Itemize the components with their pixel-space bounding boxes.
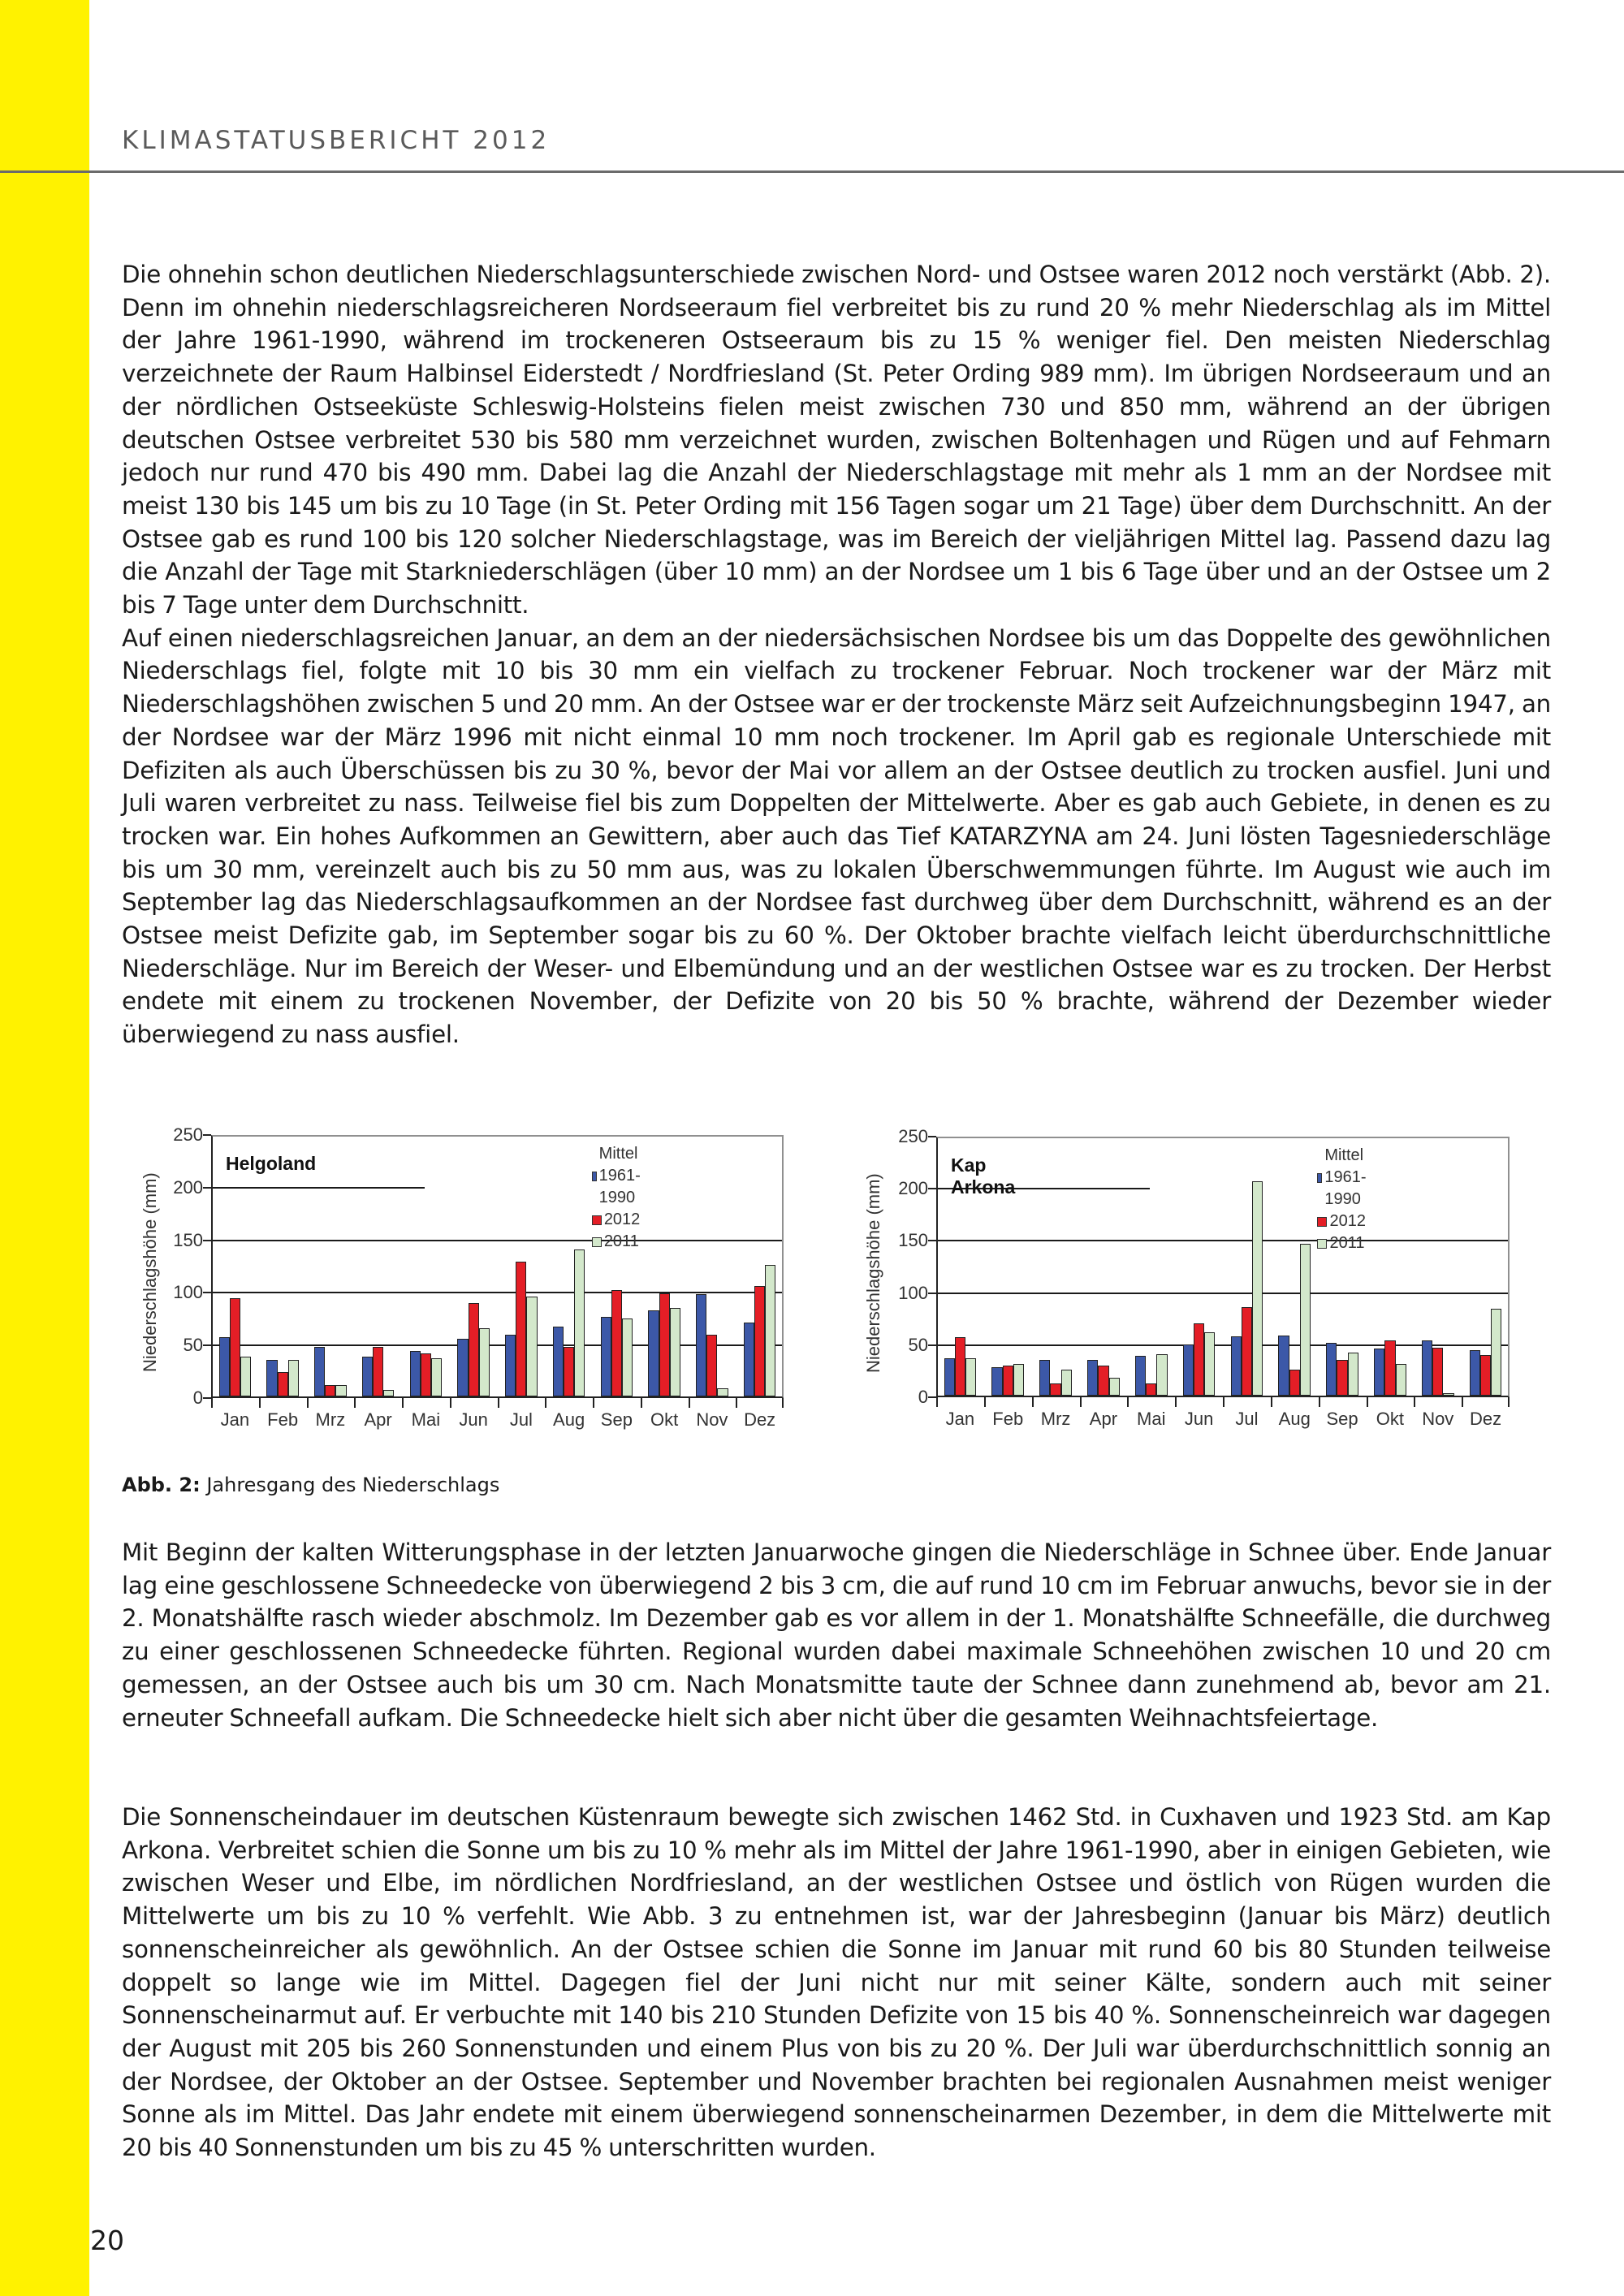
bar-jun-2011 (1204, 1332, 1215, 1396)
bar-nov-mittel (696, 1294, 706, 1396)
y-axis-title: Niederschlagshöhe (mm) (863, 1172, 883, 1373)
legend-item (1317, 1232, 1371, 1254)
bar-jun-mittel (457, 1339, 468, 1396)
x-tick-mark (1414, 1397, 1415, 1407)
bar-nov-2011 (1443, 1393, 1453, 1396)
gridline (938, 1240, 1508, 1241)
x-category-label: Feb (267, 1409, 299, 1430)
x-tick-mark (1319, 1397, 1320, 1407)
bar-okt-mittel (648, 1310, 659, 1396)
bar-mai-2012 (421, 1353, 431, 1396)
bar-mai-2012 (1146, 1383, 1156, 1396)
legend-label: 2012 (1329, 1212, 1366, 1230)
bar-sep-mittel (601, 1317, 611, 1396)
bar-jul-2011 (526, 1297, 537, 1396)
legend-swatch-icon (592, 1172, 597, 1181)
x-category-label: Jul (1235, 1409, 1259, 1429)
bar-nov-2012 (1432, 1348, 1443, 1396)
legend-swatch-icon (1317, 1217, 1327, 1227)
bar-apr-mittel (362, 1357, 373, 1396)
y-tick-mark (203, 1187, 211, 1189)
x-tick-mark (1127, 1397, 1129, 1407)
x-category-label: Jan (945, 1409, 975, 1429)
x-tick-mark (211, 1398, 213, 1408)
bar-feb-2012 (1003, 1366, 1013, 1396)
bar-sep-2011 (622, 1318, 633, 1396)
bar-nov-2012 (706, 1335, 717, 1396)
legend-label: Mittel 1961-1990 (1324, 1146, 1367, 1208)
chart-title: Helgoland (226, 1153, 317, 1174)
bar-dez-mittel (744, 1323, 754, 1396)
x-category-label: Mrz (315, 1409, 346, 1430)
body-text-section-2 (122, 1536, 1551, 1734)
bar-apr-2011 (383, 1390, 394, 1396)
yellow-accent-strip (0, 0, 89, 2296)
y-tick-label: 150 (898, 1230, 928, 1251)
bar-jan-2012 (955, 1337, 965, 1396)
caption-label: Abb. 2: (122, 1474, 201, 1496)
x-tick-mark (1223, 1397, 1224, 1407)
y-tick-mark (928, 1240, 936, 1241)
y-tick-label: 100 (173, 1282, 203, 1303)
x-category-label: Apr (1089, 1409, 1118, 1429)
bar-mrz-2011 (335, 1385, 346, 1396)
x-tick-mark (1175, 1397, 1177, 1407)
x-tick-mark (1462, 1397, 1463, 1407)
page-number: 20 (90, 2225, 124, 2256)
bar-dez-2012 (754, 1286, 765, 1396)
legend-label: Mittel 1961-1990 (598, 1145, 641, 1206)
y-tick-label: 250 (173, 1124, 203, 1145)
bar-sep-2012 (611, 1290, 622, 1396)
bar-jan-2012 (230, 1298, 240, 1396)
bar-mai-mittel (410, 1351, 421, 1396)
y-tick-label: 250 (898, 1126, 928, 1146)
x-tick-mark (307, 1398, 309, 1408)
y-tick-mark (928, 1188, 936, 1189)
bar-jul-2012 (1242, 1307, 1252, 1396)
legend-item (592, 1209, 646, 1231)
body-text-section-3 (122, 1801, 1551, 2164)
legend-item (592, 1143, 646, 1209)
legend-swatch-icon (592, 1237, 602, 1247)
x-category-label: Mai (411, 1409, 441, 1430)
x-category-label: Sep (1326, 1409, 1358, 1429)
bar-jan-mittel (219, 1337, 230, 1396)
running-header-title: KLIMASTATUSBERICHT 2012 (122, 126, 551, 155)
paragraph-sunshine: Die Sonnenscheindauer im deutschen Küstenraum bewegte sich zwischen 1462 Std. in Cuxhaven und 1923 Std. am Kap Arkona. Verbreitet schien die Sonne um bis zu 10 % mehr als im Mittel der Jahre 1961-1990, aber in einigen Gebieten, wie zwischen Weser und Elbe, im nördlichen Nordfriesland, an der westlichen Ostsee und östlich von Rügen wurden die Mittelwerte um bis zu 10 % verfehlt. Wie Abb. 3 zu entnehmen ist, war der Jahresbeginn (Januar bis März) deutlich sonnenscheinreicher als gewöhnlich. An der Ostsee schien die Sonne im Januar mit rund 60 bis 80 Stunden teilweise doppelt so lange wie im Mittel. Dagegen fiel der Juni nicht nur mit seiner Kälte, sondern auch mit seiner Sonnenscheinarmut auf. Er verbuchte mit 140 bis 210 Stunden Defizite von 15 bis 40 %. Sonnenscheinreich war dagegen der August mit 205 bis 260 Sonnenstunden und einem Plus von bis zu 20 %. Der Juli war überdurchschnittlich sonnig an der Nordsee, der Oktober an der Ostsee. September und November brachten bei regionalen Ausnahmen meist weniger Sonne als im Mittel. Das Jahr endete mit einem überwiegend sonnenscheinarmen Dezember, in dem die Mittelwerte mit 20 bis 40 Sonnenstunden um bis zu 45 % unterschritten wurden. (122, 1803, 1551, 2162)
bar-aug-2011 (1300, 1244, 1311, 1396)
bar-apr-mittel (1087, 1360, 1098, 1396)
bar-aug-2012 (1289, 1370, 1300, 1396)
x-tick-mark (1032, 1397, 1034, 1407)
y-tick-label: 0 (918, 1387, 928, 1407)
y-tick-label: 200 (173, 1176, 203, 1198)
x-category-label: Nov (696, 1409, 728, 1430)
x-tick-mark (402, 1398, 404, 1408)
bar-jul-2012 (516, 1262, 526, 1396)
y-tick-mark (928, 1396, 936, 1398)
caption-text: Jahresgang des Niederschlags (200, 1474, 500, 1496)
y-tick-label: 150 (173, 1229, 203, 1250)
legend-label: 2011 (603, 1232, 639, 1250)
x-tick-mark (545, 1398, 546, 1408)
x-tick-mark (354, 1398, 356, 1408)
x-tick-mark (641, 1398, 642, 1408)
bar-sep-mittel (1326, 1343, 1337, 1396)
bar-dez-2011 (1491, 1309, 1501, 1396)
bar-jun-mittel (1183, 1344, 1194, 1396)
legend-item (1317, 1145, 1371, 1211)
bar-jun-2011 (479, 1328, 490, 1396)
x-tick-mark (1080, 1397, 1082, 1407)
paragraph-monthly-precipitation: Auf einen niederschlagsreichen Januar, an dem an der niedersächsischen Nordsee bis um das Doppelte des gewöhnlichen Niederschlags fiel, folgte mit 10 bis 30 mm ein vielfach zu trockener Februar. Noch trockener war der März mit Niederschlagshöhen zwischen 5 und 20 mm. An der Ostsee war er der trockenste März seit Aufzeichnungsbeginn 1947, an der Nordsee war der März 1996 mit nicht einmal 10 mm noch trockener. Im April gab es regionale Unterschiede mit Defiziten als auch Überschüssen bis zu 30 %, bevor der Mai vor allem an der Ostsee deutlich zu trocken ausfiel. Juni und Juli waren verbreitet zu nass. Teilweise fiel bis zum Doppelten der Mittelwerte. Aber es gab auch Gebiete, in denen es zu trocken war. Ein hohes Aufkommen an Gewittern, aber auch das Tief KATARZYNA am 24. Juni lösten Tagesniederschläge bis um 30 mm, vereinzelt auch bis zu 50 mm aus, was zu lokalen Überschwemmungen führte. Im August wie auch im September lag das Niederschlagsaufkommen an der Nordsee fast durchweg über dem Durchschnitt, während es an der Ostsee meist Defizite gab, im September sogar bis zu 60 %. Der Oktober brachte vielfach leicht überdurchschnittliche Niederschläge. Nur im Bereich der Weser- und Elbemündung und an der westlichen Ostsee war es zu trocken. Der Herbst endete mit einem zu trockenen November, der Defizite von 20 bis 50 % brachte, während der Dezember wieder überwiegend zu nass ausfiel. (122, 624, 1551, 1049)
bar-jan-2011 (240, 1357, 251, 1396)
bar-mai-mittel (1135, 1356, 1146, 1396)
x-tick-mark (936, 1397, 938, 1407)
bar-okt-2012 (1384, 1340, 1395, 1396)
x-category-label: Jan (220, 1409, 250, 1430)
bar-jun-2012 (1194, 1323, 1204, 1396)
bar-okt-2011 (1396, 1364, 1406, 1396)
x-category-label: Jul (509, 1409, 533, 1430)
body-text-section-1 (122, 258, 1551, 1051)
chart-title: Kap Arkona (951, 1154, 1016, 1198)
legend-swatch-icon (592, 1215, 602, 1225)
x-category-label: Aug (1278, 1409, 1311, 1429)
x-category-label: Aug (553, 1409, 585, 1430)
legend-swatch-icon (1317, 1173, 1322, 1183)
y-tick-label: 0 (192, 1388, 203, 1408)
bar-jul-2011 (1252, 1181, 1263, 1396)
bar-apr-2011 (1109, 1378, 1120, 1396)
bar-jan-2011 (965, 1358, 976, 1396)
bar-feb-2011 (1013, 1364, 1024, 1396)
bar-feb-mittel (991, 1367, 1002, 1396)
x-tick-mark (1271, 1397, 1272, 1407)
bar-sep-2011 (1348, 1353, 1358, 1396)
bar-jul-mittel (505, 1335, 516, 1396)
bar-dez-mittel (1470, 1350, 1480, 1396)
bar-apr-2012 (1098, 1366, 1108, 1396)
y-tick-label: 200 (898, 1178, 928, 1199)
y-tick-mark (203, 1344, 211, 1346)
plot-area (936, 1137, 1510, 1397)
x-tick-mark (1367, 1397, 1368, 1407)
legend-label: 2011 (1329, 1234, 1365, 1252)
x-tick-mark (259, 1398, 261, 1408)
y-axis-title: Niederschlagshöhe (mm) (140, 1172, 160, 1372)
bar-mai-2011 (431, 1358, 442, 1396)
bar-mrz-mittel (1039, 1360, 1050, 1396)
y-tick-label: 50 (908, 1334, 928, 1355)
x-tick-mark (984, 1397, 986, 1407)
gridline (938, 1293, 1508, 1294)
bar-okt-2012 (659, 1293, 670, 1396)
bar-nov-mittel (1422, 1340, 1432, 1396)
x-tick-mark (498, 1398, 499, 1408)
y-tick-label: 100 (898, 1282, 928, 1303)
bar-okt-mittel (1374, 1349, 1384, 1396)
x-category-label: Okt (1376, 1409, 1405, 1429)
bar-aug-mittel (1278, 1336, 1289, 1396)
x-tick-mark (782, 1398, 784, 1408)
x-category-label: Feb (992, 1409, 1024, 1429)
x-category-label: Nov (1422, 1409, 1454, 1429)
x-tick-mark (593, 1398, 594, 1408)
bar-nov-2011 (717, 1388, 728, 1396)
y-tick-mark (203, 1397, 211, 1399)
x-category-label: Dez (744, 1409, 776, 1430)
x-category-label: Mai (1137, 1409, 1166, 1429)
x-category-label: Apr (364, 1409, 392, 1430)
bar-mai-2011 (1156, 1354, 1167, 1396)
figure-caption (122, 1474, 499, 1496)
x-category-label: Dez (1470, 1409, 1502, 1429)
bar-mrz-2011 (1061, 1370, 1072, 1396)
legend-item (592, 1231, 646, 1253)
bar-feb-mittel (266, 1360, 277, 1396)
x-category-label: Okt (650, 1409, 679, 1430)
bar-dez-2012 (1480, 1355, 1491, 1396)
bar-aug-2011 (574, 1249, 585, 1396)
gridline (213, 1240, 782, 1241)
bar-mrz-2012 (1050, 1383, 1060, 1396)
gridline (213, 1292, 782, 1293)
y-tick-label: 50 (183, 1335, 203, 1356)
legend-swatch-icon (1317, 1239, 1327, 1249)
x-tick-mark (450, 1398, 451, 1408)
gridline (213, 1187, 425, 1189)
x-category-label: Sep (600, 1409, 633, 1430)
bar-apr-2012 (373, 1347, 383, 1396)
y-tick-mark (203, 1240, 211, 1241)
y-tick-mark (928, 1344, 936, 1346)
bar-feb-2012 (278, 1372, 288, 1396)
x-category-label: Jun (459, 1409, 488, 1430)
bar-mrz-mittel (314, 1347, 325, 1396)
chart-legend (592, 1143, 646, 1253)
chart-legend (1317, 1145, 1371, 1254)
x-tick-mark (1508, 1397, 1510, 1407)
bar-mrz-2012 (325, 1385, 335, 1396)
bar-aug-2012 (564, 1347, 574, 1396)
x-tick-mark (736, 1398, 737, 1408)
header-rule (0, 170, 1624, 173)
bar-dez-2011 (765, 1265, 775, 1396)
x-tick-mark (689, 1398, 690, 1408)
bar-feb-2011 (288, 1360, 299, 1396)
x-category-label: Jun (1184, 1409, 1214, 1429)
paragraph-snow: Mit Beginn der kalten Witterungsphase in der letzten Januarwoche gingen die Niederschläge in Schnee über. Ende Januar lag eine geschlossene Schneedecke von überwiegend 2 bis 3 cm, die auf rund 10 cm im Februar anwuchs, bevor sie in der 2. Monatshälfte rasch wieder abschmolz. Im Dezember gab es vor allem in der 1. Monatshälfte Schneefälle, die durchweg zu einer geschlossenen Schneedecke führten. Regional wurden dabei maximale Schneehöhen zwischen 10 und 20 cm gemessen, an der Ostsee auch bis um 30 cm. Nach Monatsmitte taute der Schnee dann zunehmend ab, bevor am 21. erneuter Schneefall aufkam. Die Schneedecke hielt sich aber nicht über die gesamten Weihnachtsfeiertage. (122, 1539, 1551, 1732)
bar-okt-2011 (670, 1308, 680, 1396)
legend-label: 2012 (603, 1211, 641, 1228)
x-category-label: Mrz (1040, 1409, 1071, 1429)
y-tick-mark (928, 1136, 936, 1137)
y-tick-mark (928, 1293, 936, 1294)
paragraph-precipitation-differences: Die ohnehin schon deutlichen Niederschlagsunterschiede zwischen Nord- und Ostsee waren 2012 noch verstärkt (Abb. 2). Denn im ohnehin niederschlagsreicheren Nordseeraum fiel verbreitet bis zu rund 20 % mehr Niederschlag als im Mittel der Jahre 1961-1990, während im trockeneren Ostseeraum bis zu 15 % weniger fiel. Den meisten Niederschlag verzeichnete der Raum Halbinsel Eiderstedt / Nordfriesland (St. Peter Ording 989 mm). Im übrigen Nordseeraum und an der nördlichen Ostseeküste Schleswig-Holsteins fielen meist zwischen 730 und 850 mm, während an der übrigen deutschen Ostsee verbreitet 530 bis 580 mm verzeichnet wurden, zwischen Boltenhagen und Rügen und auf Fehmarn jedoch nur rund 470 bis 490 mm. Dabei lag die Anzahl der Niederschlagstage mit mehr als 1 mm an der Nordsee mit meist 130 bis 145 um bis zu 10 Tage (in St. Peter Ording mit 156 Tagen sogar um 21 Tage) über dem Durchschnitt. An der Ostsee gab es rund 100 bis 120 solcher Niederschlagstage, was im Bereich der vieljährigen Mittel lag. Passend dazu lag die Anzahl der Tage mit Starkniederschlägen (über 10 mm) an der Nordsee um 1 bis 6 Tage über und an der Ostsee um 2 bis 7 Tage unter dem Durchschnitt. (122, 261, 1551, 619)
bar-jan-mittel (944, 1358, 955, 1396)
bar-jul-mittel (1231, 1336, 1242, 1396)
bar-aug-mittel (553, 1327, 564, 1396)
y-tick-mark (203, 1134, 211, 1136)
y-tick-mark (203, 1292, 211, 1293)
legend-item (1317, 1211, 1371, 1232)
bar-sep-2012 (1337, 1360, 1347, 1396)
bar-jun-2012 (469, 1303, 479, 1396)
